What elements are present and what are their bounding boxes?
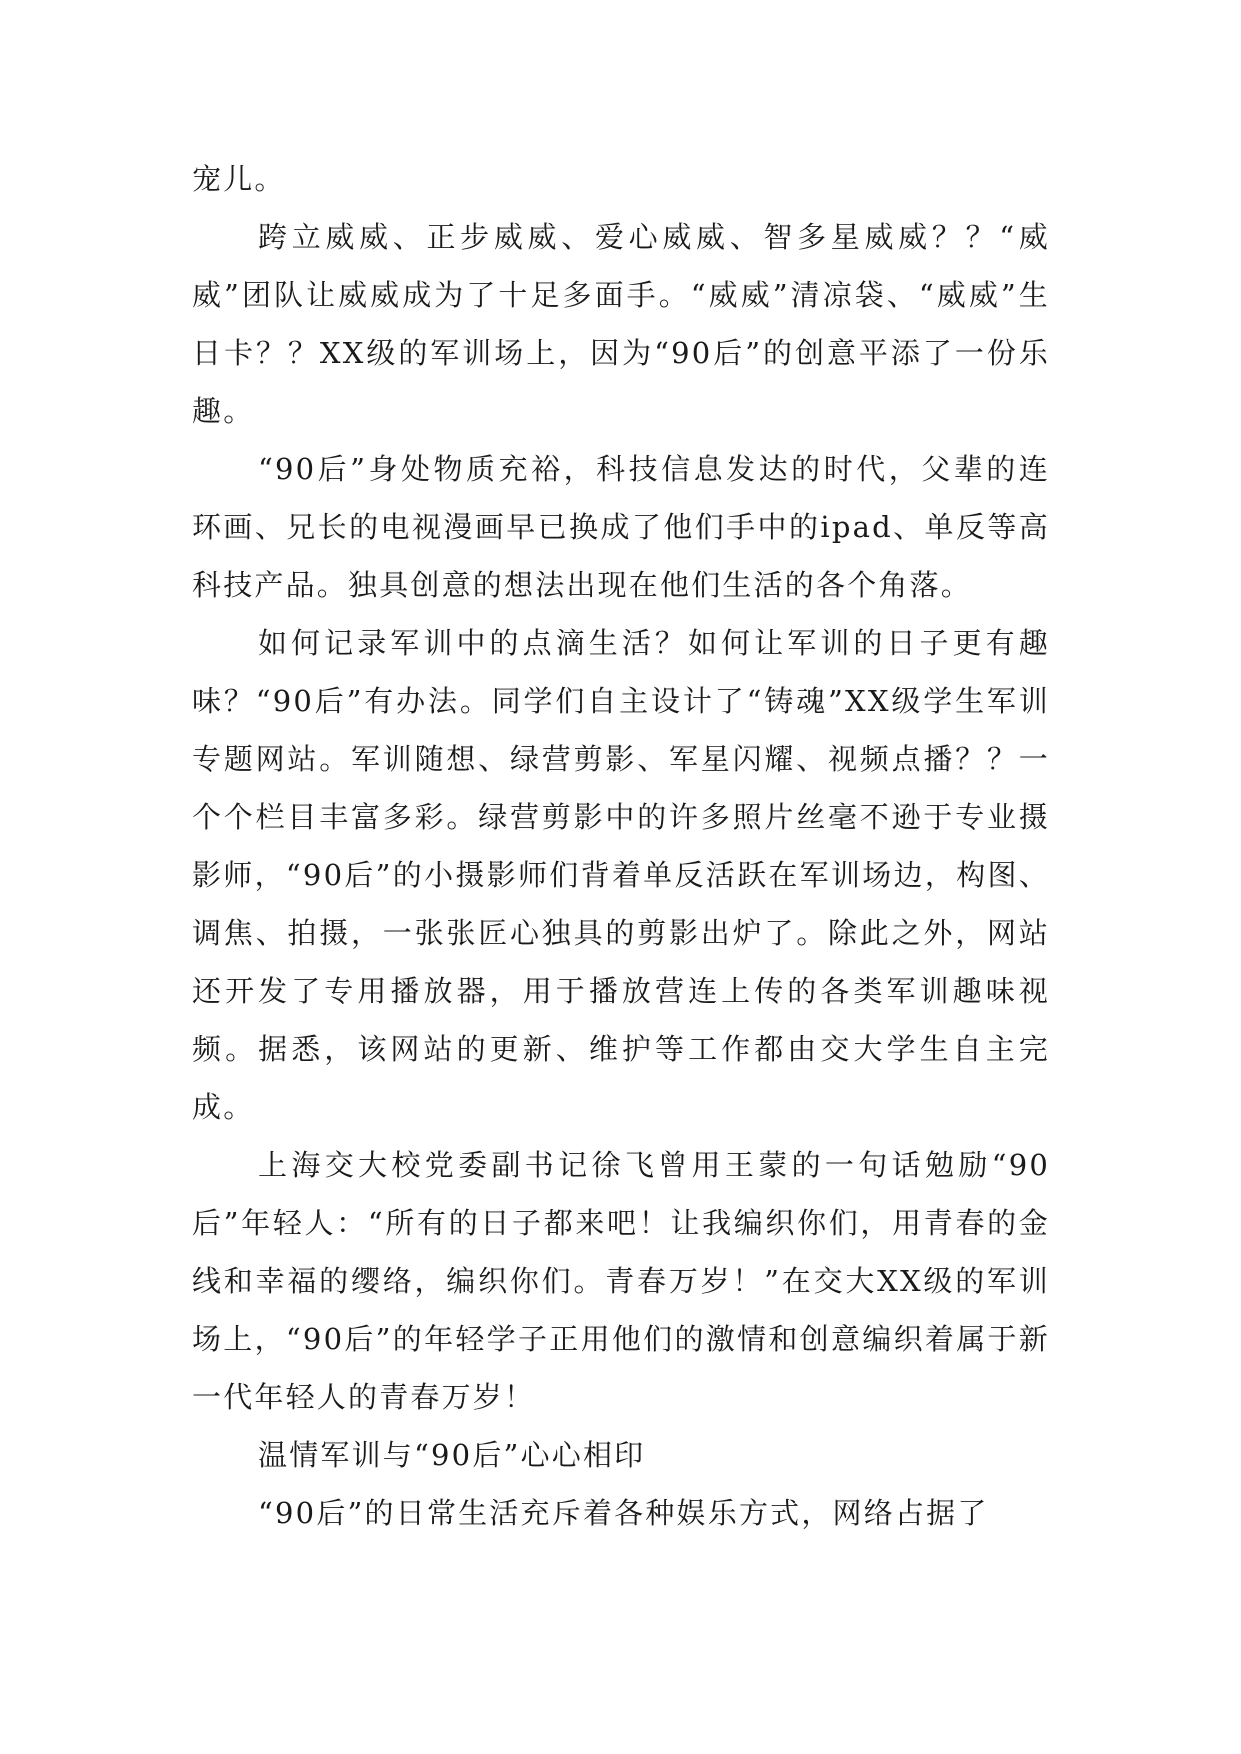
paragraph-90s-generation: “90后”身处物质充裕，科技信息发达的时代，父辈的连环画、兄长的电视漫画早已换成了他们手中的ipad、单反等高科技产品。独具创意的想法出现在他们生活的各个角落。 bbox=[192, 452, 1050, 602]
document-page bbox=[192, 150, 1050, 1542]
paragraph-weiwei-team: 跨立威威、正步威威、爱心威威、智多星威威？？“威威”团队让威威成为了十足多面手。“威威”清凉袋、“威威”生日卡？？XX级的军训场上，因为“90后”的创意平添了一份乐趣。 bbox=[192, 220, 1050, 428]
paragraph-daily-life: “90后”的日常生活充斥着各种娱乐方式，网络占据了 bbox=[258, 1496, 989, 1530]
paragraph-continuation: 宠儿。 bbox=[192, 162, 286, 196]
paragraph-training-website: 如何记录军训中的点滴生活？如何让军训的日子更有趣味？“90后”有办法。同学们自主设计了“铸魂”XX级学生军训专题网站。军训随想、绿营剪影、军星闪耀、视频点播？？一个个栏目丰富多彩。绿营剪影中的许多照片丝毫不逊于专业摄影师，“90后”的小摄影师们背着单反活跃在军训场边，构图、调焦、拍摄，一张张匠心独具的剪影出炉了。除此之外，网站还开发了专用播放器，用于播放营连上传的各类军训趣味视频。据悉，该网站的更新、维护等工作都由交大学生自主完成。 bbox=[192, 626, 1050, 1124]
section-heading: 温情军训与“90后”心心相印 bbox=[258, 1438, 646, 1472]
paragraph-xu-fei-quote: 上海交大校党委副书记徐飞曾用王蒙的一句话勉励“90后”年轻人：“所有的日子都来吧！让我编织你们，用青春的金线和幸福的缨络，编织你们。青春万岁！”在交大XX级的军训场上，“90后”的年轻学子正用他们的激情和创意编织着属于新一代年轻人的青春万岁！ bbox=[192, 1148, 1050, 1414]
